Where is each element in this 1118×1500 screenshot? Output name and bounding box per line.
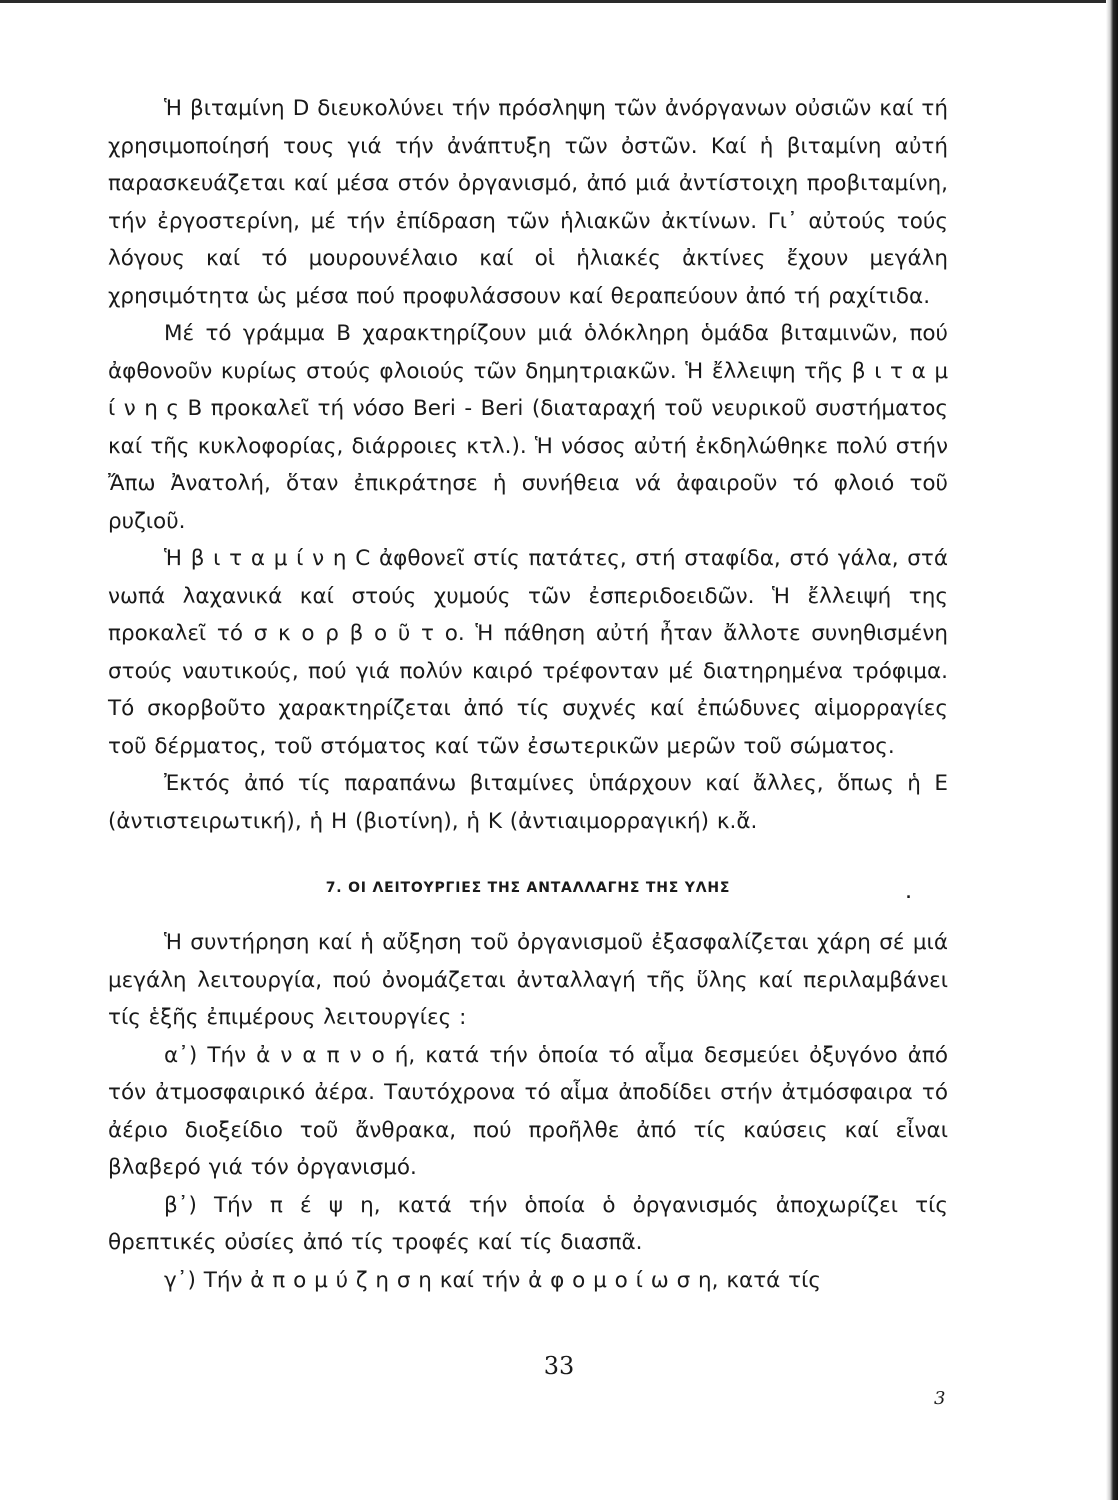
heading-dot-mark: . bbox=[905, 886, 912, 902]
paragraph-vitamin-d: Ἡ βιταμίνη D διευκολύνει τήν πρόσληψη τῶν ἀνόργανων οὐσιῶν καί τή χρησιμοποίησή τους γιά τήν ἀνάπτυξη τῶν ὀστῶν. Καί ἡ βιταμίνη αὐτή παρασκευάζεται καί μέσα στόν ὀργανισμό, ἀπό μιά ἀντίστοιχη προβιταμίνη, τήν ἐργοστερίνη, μέ τήν ἐπίδραση τῶν ἡλιακῶν ἀκτίνων. Γι᾽ αὐτούς τούς λόγους καί τό μουρουνέλαιο καί οἱ ἡλιακές ἀκτίνες ἔχουν μεγάλη χρησιμότητα ὡς μέσα πού προφυλάσσουν καί θεραπεύουν ἀπό τή ραχίτιδα. bbox=[108, 96, 948, 309]
paragraph-metabolism-intro: Ἡ συντήρηση καί ἡ αὔξηση τοῦ ὀργανισμοῦ ἐξασφαλίζεται χάρη σέ μιά μεγάλη λειτουργία, πού ὀνομάζεται ἀνταλλαγή τῆς ὕλης καί περιλαμβάνει τίς ἑξῆς ἐπιμέρους λειτουργίες : bbox=[108, 930, 948, 1030]
section-heading bbox=[108, 880, 948, 902]
scan-edge-right bbox=[1106, 0, 1118, 1500]
paragraph-digestion: β᾽) Τήν π έ ψ η, κατά τήν ὁποία ὁ ὀργανισμός ἀποχωρίζει τίς θρεπτικές οὐσίες ἀπό τίς τροφές καί τίς διασπᾶ. bbox=[108, 1192, 948, 1255]
page-body bbox=[108, 90, 948, 1299]
section-heading-text: 7. ΟΙ ΛΕΙΤΟΥΡΓΙΕΣ ΤΗΣ ΑΝΤΑΛΛΑΓΗΣ ΤΗΣ ΥΛΗΣ bbox=[325, 880, 731, 896]
paragraph-vitamin-b: Μέ τό γράμμα B χαρακτηρίζουν μιά ὁλόκληρη ὁμάδα βιταμινῶν, πού ἀφθονοῦν κυρίως στούς φλοιούς τῶν δημητριακῶν. Ἡ ἔλλειψη τῆς β ι τ α μ ί ν η ς B προκαλεῖ τή νόσο Beri - Beri (διαταραχή τοῦ νευρικοῦ συστήματος καί τῆς κυκλοφορίας, διάρροιες κτλ.). Ἡ νόσος αὐτή ἐκδηλώθηκε πολύ στήν Ἄπω Ἀνατολή, ὅταν ἐπικράτησε ἡ συνήθεια νά ἀφαιροῦν τό φλοιό τοῦ ρυζιοῦ. bbox=[108, 321, 948, 534]
paragraph-respiration: α᾽) Τήν ἀ ν α π ν ο ή, κατά τήν ὁποία τό αἷμα δεσμεύει ὀξυγόνο ἀπό τόν ἀτμοσφαιρικό ἀέρα. Ταυτόχρονα τό αἷμα ἀποδίδει στήν ἀτμόσφαιρα τό ἀέριο διοξείδιο τοῦ ἄνθρακα, πού προῆλθε ἀπό τίς καύσεις καί εἶναι βλαβερό γιά τόν ὀργανισμό. bbox=[108, 1042, 948, 1180]
page-number: 33 bbox=[543, 1352, 575, 1380]
paragraph-other-vitamins: Ἐκτός ἀπό τίς παραπάνω βιταμίνες ὑπάρχουν καί ἄλλες, ὅπως ἡ E (ἀντιστειρωτική), ἡ H (βιοτίνη), ἡ K (ἀντιαιμορραγική) κ.ἄ. bbox=[108, 771, 948, 834]
signature-mark: 3 bbox=[934, 1388, 946, 1409]
paragraph-absorption: γ᾽) Τήν ἀ π ο μ ύ ζ η σ η καί τήν ἀ φ ο μ ο ί ω σ η, κατά τίς bbox=[164, 1267, 821, 1293]
paragraph-vitamin-c: Ἡ β ι τ α μ ί ν η C ἀφθονεῖ στίς πατάτες, στή σταφίδα, στό γάλα, στά νωπά λαχανικά καί στούς χυμούς τῶν ἐσπεριδοειδῶν. Ἡ ἔλλειψή της προκαλεῖ τό σ κ ο ρ β ο ῦ τ ο. Ἡ πάθηση αὐτή ἦταν ἄλλοτε συνηθισμένη στούς ναυτικούς, πού γιά πολύν καιρό τρέφονταν μέ διατηρημένα τρόφιμα. Τό σκορβοῦτο χαρακτηρίζεται ἀπό τίς συχνές καί ἐπώδυνες αἱμορραγίες τοῦ δέρματος, τοῦ στόματος καί τῶν ἐσωτερικῶν μερῶν τοῦ σώματος. bbox=[108, 546, 948, 759]
scan-edge-top bbox=[0, 0, 1118, 3]
